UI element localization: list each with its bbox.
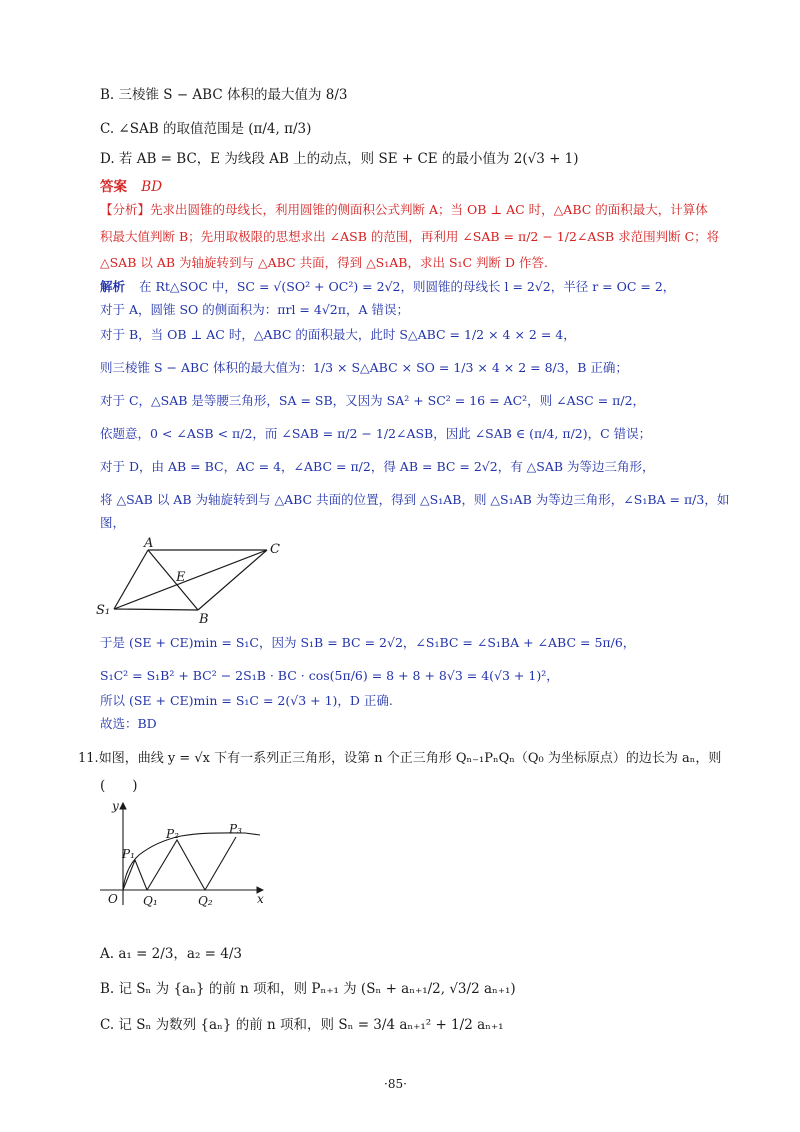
analysis-line-2: 积最大值判断 B；先用取极限的思想求出 ∠ASB 的范围，再利用 ∠SAB = π/2 − 1/2∠ASB 求范围判断 C；将 [100,229,720,244]
page-number: ·85· [384,1077,407,1091]
solution-line-f: 对于 D，由 AB = BC，AC = 4，∠ABC = π/2，得 AB = BC = 2√2，有 △SAB 为等边三角形， [100,459,655,474]
label-s1: S₁ [96,603,111,618]
label-b: B [199,612,209,627]
solution-line-e: 依题意，0 < ∠ASB < π/2，而 ∠SAB = π/2 − 1/2∠ASB，因此 ∠SAB ∈ (π/4, π/2)，C 错误； [100,426,652,441]
solution-line-b: 对于 B，当 OB ⊥ AC 时，△ABC 的面积最大，此时 S△ABC = 1/2 × 4 × 2 = 4， [100,327,576,342]
q11-number: 11. [78,751,99,766]
label-e: E [176,570,186,585]
edge-s1-a [114,550,148,609]
figure-curve-triangles [95,795,275,910]
answer-label: 答案 [100,179,127,195]
triangle-2 [147,840,205,890]
q11-option-a: A. a₁ = 2/3，a₂ = 4/3 [100,946,242,962]
solution-line-c: 则三棱锥 S − ABC 体积的最大值为：1/3 × S△ABC × SO = 1/3 × 4 × 2 = 8/3，B 正确； [100,360,628,375]
solution-first-text: 在 Rt△SOC 中，SC = √(SO² + OC²) = 2√2，则圆锥的母线长 l = 2√2，半径 r = OC = 2， [139,279,676,294]
q11-option-b: B. 记 Sₙ 为 {aₙ} 的前 n 项和，则 Pₙ₊₁ 为 (Sₙ + aₙ₊₁/2, √3/2 aₙ₊₁) [100,981,516,997]
q11-blank: ( ) [100,778,138,794]
q11-stem-line [78,750,721,768]
solution-after-2: S₁C² = S₁B² + BC² − 2S₁B · BC · cos(5π/6) = 8 + 8 + 8√3 = 4(√3 + 1)²， [100,668,559,683]
label-a: A [144,536,154,551]
answer-line [100,178,162,196]
solution-label: 解析 [100,279,126,294]
q11-option-c: C. 记 Sₙ 为数列 {aₙ} 的前 n 项和，则 Sₙ = 3/4 aₙ₊₁² + 1/2 aₙ₊₁ [100,1017,504,1033]
label-c: C [270,542,280,557]
edge-b-s1 [114,609,198,610]
solution-after-3: 所以 (SE + CE)min = S₁C = 2(√3 + 1)，D 正确. [100,693,393,708]
solution-line-a: 对于 A，圆锥 SO 的侧面积为：πrl = 4√2π，A 错误； [100,302,409,317]
label-p2: P₂ [166,827,179,841]
analysis-line-1: 【分析】先求出圆锥的母线长，利用圆锥的侧面积公式判断 A；当 OB ⊥ AC 时，△ABC 的面积最大，计算体 [100,202,708,217]
analysis-line-3: △SAB 以 AB 为轴旋转到与 △ABC 共面，得到 △S₁AB，求出 S₁C 判断 D 作答. [100,255,548,270]
solution-line-h: 图， [100,515,126,530]
option-c: C. ∠SAB 的取值范围是 (π/4, π/3) [100,121,312,137]
solution-line-g: 将 △SAB 以 AB 为轴旋转到与 △ABC 共面的位置，得到 △S₁AB，则 △S₁AB 为等边三角形，∠S₁BA = π/3，如 [100,492,730,507]
option-b: B. 三棱锥 S − ABC 体积的最大值为 8/3 [100,87,348,103]
edge-c-b [198,550,267,610]
label-origin: O [108,892,118,906]
figure-parallelogram [95,534,295,634]
solution-first-line [100,278,675,296]
answer-value: BD [141,179,163,195]
label-q2: Q₂ [198,894,213,908]
label-p1: P₁ [122,847,135,861]
label-q1: Q₁ [143,894,158,908]
option-d: D. 若 AB = BC，E 为线段 AB 上的动点，则 SE + CE 的最小值为 2(√3 + 1) [100,151,579,167]
label-y: y [112,799,119,813]
label-p3: P₃ [229,822,242,836]
solution-after-4: 故选：BD [100,716,157,731]
solution-line-d: 对于 C，△SAB 是等腰三角形，SA = SB，又因为 SA² + SC² = 16 = AC²，则 ∠ASC = π/2， [100,393,646,408]
label-x: x [257,892,264,906]
solution-after-1: 于是 (SE + CE)min = S₁C，因为 S₁B = BC = 2√2，∠S₁BC = ∠S₁BA + ∠ABC = 5π/6， [100,635,636,650]
q11-stem: 如图，曲线 y = √x 下有一系列正三角形，设第 n 个正三角形 Qₙ₋₁PₙQₙ（Q₀ 为坐标原点）的边长为 aₙ，则 [98,751,722,766]
triangle-3-edge [205,837,236,890]
